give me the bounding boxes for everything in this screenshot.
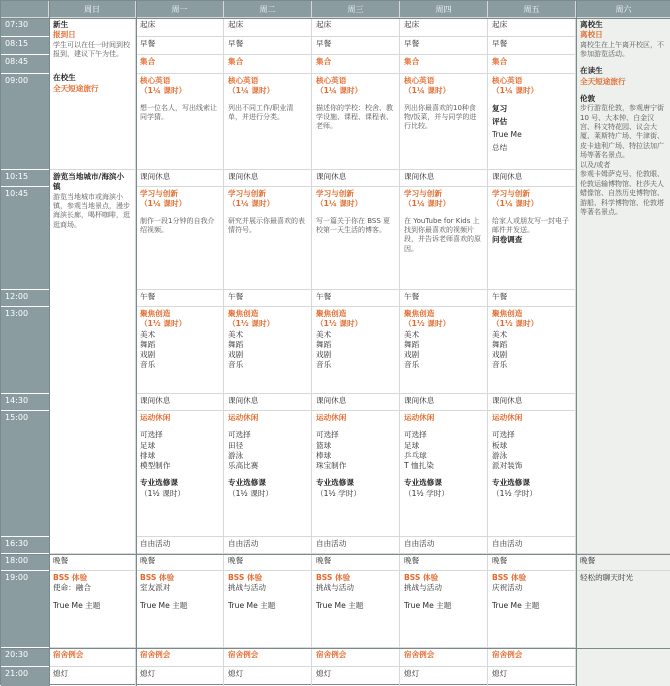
tue-bss-title: BSS 体验 <box>228 573 263 582</box>
fri-wake: 起床 <box>488 18 576 37</box>
sunday-dorm-meeting: 宿舍例会 <box>49 648 136 667</box>
fri-focus-title: 聚焦创造 <box>492 309 523 318</box>
wed-breakfast: 早餐 <box>312 37 400 55</box>
wed-sport-3: 珠宝制作 <box>316 461 347 470</box>
fri-learn-duration: （1¼ 课时） <box>492 199 539 209</box>
corner-cell <box>1 1 49 18</box>
fri-learn-desc: 给家人或朋友写一封电子邮件并发送。 <box>492 216 569 234</box>
tue-free: 自由活动 <box>224 537 312 554</box>
wed-core-title: 核心英语 <box>316 76 347 85</box>
fri-summary: 总结 <box>492 143 508 153</box>
wed-bss-desc: 挑战与活动 <box>316 583 354 593</box>
time-slot: 21:00 <box>1 667 49 686</box>
sat-leave-title: 离校生 <box>580 20 603 29</box>
sunday-dinner: 晚餐 <box>49 554 136 571</box>
fri-core-duration: （1¼ 课时） <box>492 86 539 96</box>
fri-break-am: 课间休息 <box>488 170 576 187</box>
sunday-day-trip: 全天短途旅行 <box>53 83 99 93</box>
sat-london: 伦敦 <box>580 93 596 103</box>
wed-optional: 可选择 <box>316 430 339 440</box>
tue-dance: 舞蹈 <box>228 339 244 349</box>
thu-bss <box>400 571 488 648</box>
time-slot: 14:30 <box>1 394 49 411</box>
thu-bss-desc: 挑战与活动 <box>404 583 442 593</box>
fri-theme: True Me 主题 <box>492 600 540 610</box>
mon-sport <box>136 411 224 537</box>
mon-assembly: 集合 <box>136 55 224 74</box>
time-slot: 10:45 <box>1 187 49 290</box>
thu-free: 自由活动 <box>400 537 488 554</box>
sat-trip: 全天短途旅行 <box>580 76 626 86</box>
fri-core-title: 核心英语 <box>492 76 523 85</box>
thu-learn-desc: 在 YouTube for Kids 上找到你最喜欢的视频片段，并告诉老师喜欢的原因。 <box>404 216 481 253</box>
fri-sport-title: 运动休闲 <box>492 413 523 422</box>
tue-drama: 戏剧 <box>228 350 244 359</box>
time-slot: 10:15 <box>1 170 49 187</box>
fri-learn <box>488 187 576 290</box>
fri-bss-title: BSS 体验 <box>492 573 527 582</box>
tue-core-duration: （1¼ 课时） <box>228 86 275 96</box>
thu-elective-duration: （1½ 学时） <box>404 488 449 498</box>
fri-drama: 戏剧 <box>492 350 508 359</box>
fri-free: 自由活动 <box>488 537 576 554</box>
time-slot: 20:30 <box>1 648 49 667</box>
mon-dance: 舞蹈 <box>140 339 156 349</box>
time-slot: 15:00 <box>1 411 49 537</box>
wed-meeting: 宿舍例会 <box>312 648 400 667</box>
sat-leave-desc: 离校生在上午离开校区，不参加游览活动。 <box>580 40 664 58</box>
mon-art: 美术 <box>140 329 156 339</box>
thu-break-am: 课间休息 <box>400 170 488 187</box>
sunday-registration-day: 报到日 <box>53 30 76 40</box>
fri-meeting: 宿舍例会 <box>488 648 576 667</box>
mon-elective-duration: （1½ 课时） <box>140 488 185 498</box>
saturday-cell <box>576 18 670 554</box>
wed-focus-title: 聚焦创造 <box>316 309 347 318</box>
saturday-divider <box>576 1 577 686</box>
fri-elective: 专业选修课 <box>492 478 530 488</box>
fri-assembly: 集合 <box>488 55 576 74</box>
tue-focus <box>224 307 312 394</box>
sunday-new-students-title: 新生 <box>53 20 69 29</box>
time-slot: 12:00 <box>1 290 49 307</box>
thu-sport <box>400 411 488 537</box>
fri-lights: 熄灯 <box>488 667 576 686</box>
mon-core-desc: 想一位名人，写出线索让同学猜。 <box>140 103 217 121</box>
tue-meeting: 宿舍例会 <box>224 648 312 667</box>
wed-learn-desc: 写一篇关于你在 BSS 夏校第一天生活的博客。 <box>316 216 391 234</box>
mon-sport-1: 足球 <box>140 440 156 450</box>
tue-focus-duration: （1½ 课时） <box>228 319 275 329</box>
sunday-city-desc: 游览当地城市或海滨小镇，参观当地景点，漫步海滨长廊，喝杯咖啡，逛逛商场。 <box>53 192 130 229</box>
sat-leave-day: 离校日 <box>580 30 603 40</box>
sunday-lights-out: 熄灯 <box>49 667 136 686</box>
sat-museums: 参观卡姆萨克号、伦敦眼、伦敦运输博物馆、杜莎夫人蜡像馆、自然历史博物馆、游船、科学博物馆、伦敦塔等著名景点。 <box>580 170 664 216</box>
mon-bss-desc: 室友派对 <box>140 583 171 593</box>
time-slot: 08:45 <box>1 55 49 74</box>
tue-music: 音乐 <box>228 360 244 370</box>
mon-lights: 熄灯 <box>136 667 224 686</box>
wed-learn <box>312 187 400 290</box>
mon-core-duration: （1¼ 课时） <box>140 86 187 96</box>
wed-bss <box>312 571 400 648</box>
thu-sport-title: 运动休闲 <box>404 413 435 422</box>
mon-lunch: 午餐 <box>136 290 224 307</box>
mon-sport-3: 模型制作 <box>140 461 171 470</box>
fri-lunch: 午餐 <box>488 290 576 307</box>
wed-focus-duration: （1½ 课时） <box>316 319 363 329</box>
mon-free: 自由活动 <box>136 537 224 554</box>
sunday-bss-title: BSS 体验 <box>53 573 88 582</box>
wed-art: 美术 <box>316 329 332 339</box>
wed-dance: 舞蹈 <box>316 339 332 349</box>
sunday-theme: True Me 主题 <box>53 600 101 610</box>
fri-sport-3: 派对装饰 <box>492 461 523 470</box>
sunday-city-title: 游览当地城市/海滨小镇 <box>53 172 125 192</box>
header-monday: 周一 <box>136 1 224 18</box>
thu-breakfast: 早餐 <box>400 37 488 55</box>
header-divider <box>1 18 670 19</box>
time-slot: 16:30 <box>1 537 49 554</box>
mon-breakfast: 早餐 <box>136 37 224 55</box>
sunday-current-students-title: 在校生 <box>53 73 76 83</box>
wed-break-pm: 课间休息 <box>312 394 400 411</box>
header-tuesday: 周二 <box>224 1 312 18</box>
thu-core-desc: 列出你最喜欢的10种食物/饭菜，并与同学的进行比较。 <box>404 103 477 131</box>
fri-dance: 舞蹈 <box>492 339 508 349</box>
time-slot: 19:00 <box>1 571 49 648</box>
fri-learn-title: 学习与创新 <box>492 189 530 198</box>
header-friday: 周五 <box>488 1 576 18</box>
fri-review: 复习 <box>492 103 508 113</box>
thu-art: 美术 <box>404 329 420 339</box>
sat-evening: 轻松的聊天时光 <box>576 571 670 686</box>
tue-sport-2: 游泳 <box>228 450 244 460</box>
sunday-divider <box>136 1 137 686</box>
fri-sport-1: 板球 <box>492 440 508 450</box>
fri-assess: 评估 <box>492 116 508 126</box>
thu-learn-duration: （1¼ 课时） <box>404 199 451 209</box>
mon-meeting: 宿舍例会 <box>136 648 224 667</box>
mon-sport-title: 运动休闲 <box>140 413 171 422</box>
tue-lights: 熄灯 <box>224 667 312 686</box>
fri-survey: 问卷调查 <box>492 235 523 245</box>
wed-wake: 起床 <box>312 18 400 37</box>
time-slot: 08:15 <box>1 37 49 55</box>
thu-focus <box>400 307 488 394</box>
wed-core-desc: 描述你的学校：校舍、教学设施、课程、课程表、老师。 <box>316 103 393 131</box>
thu-sport-1: 足球 <box>404 440 420 450</box>
tue-bss-desc: 挑战与活动 <box>228 583 266 593</box>
mon-focus-title: 聚焦创造 <box>140 309 171 318</box>
wed-free: 自由活动 <box>312 537 400 554</box>
fri-breakfast: 早餐 <box>488 37 576 55</box>
wed-core-duration: （1¼ 课时） <box>316 86 363 96</box>
tue-assembly: 集合 <box>224 55 312 74</box>
fri-art: 美术 <box>492 329 508 339</box>
fri-elective-duration: （1½ 学时） <box>492 488 537 498</box>
tue-core-title: 核心英语 <box>228 76 259 85</box>
wed-break-am: 课间休息 <box>312 170 400 187</box>
thu-focus-title: 聚焦创造 <box>404 309 435 318</box>
wed-elective: 专业选修课 <box>316 478 354 488</box>
tue-break-pm: 课间休息 <box>224 394 312 411</box>
mon-break-am: 课间休息 <box>136 170 224 187</box>
mon-elective: 专业选修课 <box>140 478 178 488</box>
mon-learn-duration: （1¼ 课时） <box>140 199 187 209</box>
thu-learn-title: 学习与创新 <box>404 189 442 198</box>
header-sunday: 周日 <box>49 1 136 18</box>
fri-focus <box>488 307 576 394</box>
fri-optional: 可选择 <box>492 430 515 440</box>
mon-optional: 可选择 <box>140 430 163 440</box>
thu-dinner: 晚餐 <box>400 554 488 571</box>
mon-sport-2: 排球 <box>140 450 156 460</box>
wed-lights: 熄灯 <box>312 667 400 686</box>
wed-drama: 戏剧 <box>316 350 332 359</box>
thu-core-english <box>400 74 488 170</box>
mon-learn-desc: 制作一段1分钟的自我介绍视频。 <box>140 216 215 234</box>
thu-wake: 起床 <box>400 18 488 37</box>
mon-theme: True Me 主题 <box>140 600 188 610</box>
sunday-registration-desc: 学生可以在任一时间到校报到，建议下午为佳。 <box>53 40 130 58</box>
wed-elective-duration: （1½ 学时） <box>316 488 361 498</box>
tue-learn-title: 学习与创新 <box>228 189 266 198</box>
mon-drama: 戏剧 <box>140 350 156 359</box>
fri-bss-desc: 庆祝活动 <box>492 583 523 593</box>
tue-optional: 可选择 <box>228 430 251 440</box>
sat-london-desc: 步行游览伦敦，参观唐宁街 10 号、大本钟、白金汉宫、科文特花园、议会大厦、莱斯特广场、牛津街、皮卡迪利广场、特拉法加广场等著名景点。 <box>580 104 664 160</box>
sunday-bss-cell <box>49 571 136 648</box>
tue-sport-1: 田径 <box>228 440 244 450</box>
mon-bss <box>136 571 224 648</box>
fri-sport-2: 游泳 <box>492 450 508 460</box>
tue-learn <box>224 187 312 290</box>
time-slot: 07:30 <box>1 18 49 37</box>
mon-learn-title: 学习与创新 <box>140 189 178 198</box>
header-saturday: 周六 <box>576 1 670 18</box>
thu-optional: 可选择 <box>404 430 427 440</box>
mon-focus <box>136 307 224 394</box>
fri-focus-duration: （1½ 课时） <box>492 319 539 329</box>
thu-core-title: 核心英语 <box>404 76 435 85</box>
time-slot: 18:00 <box>1 554 49 571</box>
wed-focus <box>312 307 400 394</box>
tue-breakfast: 早餐 <box>224 37 312 55</box>
sat-dinner: 晚餐 <box>576 554 670 571</box>
mon-learn <box>136 187 224 290</box>
tue-elective: 专业选修课 <box>228 478 266 488</box>
thu-assembly: 集合 <box>400 55 488 74</box>
mon-dinner: 晚餐 <box>136 554 224 571</box>
fri-sport <box>488 411 576 537</box>
thu-sport-2: 乒乓球 <box>404 450 427 460</box>
evening-divider <box>1 554 670 555</box>
sunday-trip-cell <box>49 170 136 554</box>
thu-lights: 熄灯 <box>400 667 488 686</box>
wed-sport-2: 棒球 <box>316 450 332 460</box>
tue-break-am: 课间休息 <box>224 170 312 187</box>
mon-focus-duration: （1½ 课时） <box>140 319 187 329</box>
tue-dinner: 晚餐 <box>224 554 312 571</box>
thu-music: 音乐 <box>404 360 420 370</box>
thu-sport-3: T 恤扎染 <box>404 461 434 470</box>
tue-theme: True Me 主题 <box>228 600 276 610</box>
tue-wake: 起床 <box>224 18 312 37</box>
tue-art: 美术 <box>228 329 244 339</box>
thu-break-pm: 课间休息 <box>400 394 488 411</box>
tue-learn-desc: 研究并展示你最喜欢的表情符号。 <box>228 216 305 234</box>
thu-elective: 专业选修课 <box>404 478 442 488</box>
sunday-mission: 使命：融合 <box>53 583 91 593</box>
tue-lunch: 午餐 <box>224 290 312 307</box>
sat-stay-title: 在读生 <box>580 66 603 76</box>
mon-break-pm: 课间休息 <box>136 394 224 411</box>
tue-bss <box>224 571 312 648</box>
thu-bss-title: BSS 体验 <box>404 573 439 582</box>
tue-elective-duration: （1½ 课时） <box>228 488 273 498</box>
thu-core-duration: （1¼ 课时） <box>404 86 451 96</box>
sunday-arrival-cell <box>49 18 136 170</box>
tue-focus-title: 聚焦创造 <box>228 309 259 318</box>
tue-core-desc: 列出不同工作/职业清单，并进行分类。 <box>228 103 294 121</box>
time-slot: 13:00 <box>1 307 49 394</box>
wed-core-english <box>312 74 400 170</box>
header-thursday: 周四 <box>400 1 488 18</box>
mon-wake: 起床 <box>136 18 224 37</box>
fri-core-english <box>488 74 576 170</box>
wed-sport <box>312 411 400 537</box>
wed-theme: True Me 主题 <box>316 600 364 610</box>
wed-sport-1: 篮球 <box>316 440 332 450</box>
night-divider <box>1 648 670 649</box>
thu-theme: True Me 主题 <box>404 600 452 610</box>
fri-break-pm: 课间休息 <box>488 394 576 411</box>
thu-meeting: 宿舍例会 <box>400 648 488 667</box>
tue-sport <box>224 411 312 537</box>
tue-sport-title: 运动休闲 <box>228 413 259 422</box>
fri-trueme: True Me <box>492 130 522 139</box>
time-slot: 09:00 <box>1 74 49 170</box>
mon-music: 音乐 <box>140 360 156 370</box>
header-wednesday: 周三 <box>312 1 400 18</box>
sat-or: 以及/或者 <box>580 160 611 169</box>
mon-core-title: 核心英语 <box>140 76 171 85</box>
tue-sport-3: 乐高比赛 <box>228 461 259 470</box>
wed-lunch: 午餐 <box>312 290 400 307</box>
mon-bss-title: BSS 体验 <box>140 573 175 582</box>
fri-music: 音乐 <box>492 360 508 370</box>
tue-core-english <box>224 74 312 170</box>
mon-core-english <box>136 74 224 170</box>
wed-learn-duration: （1¼ 课时） <box>316 199 363 209</box>
thu-dance: 舞蹈 <box>404 339 420 349</box>
wed-sport-title: 运动休闲 <box>316 413 347 422</box>
wed-dinner: 晚餐 <box>312 554 400 571</box>
wed-assembly: 集合 <box>312 55 400 74</box>
thu-focus-duration: （1½ 课时） <box>404 319 451 329</box>
wed-music: 音乐 <box>316 360 332 370</box>
thu-lunch: 午餐 <box>400 290 488 307</box>
tue-learn-duration: （1¼ 课时） <box>228 199 275 209</box>
fri-bss <box>488 571 576 648</box>
wed-bss-title: BSS 体验 <box>316 573 351 582</box>
wed-learn-title: 学习与创新 <box>316 189 354 198</box>
thu-learn <box>400 187 488 290</box>
thu-drama: 戏剧 <box>404 350 420 359</box>
time-column-divider <box>49 1 50 686</box>
fri-dinner: 晚餐 <box>488 554 576 571</box>
